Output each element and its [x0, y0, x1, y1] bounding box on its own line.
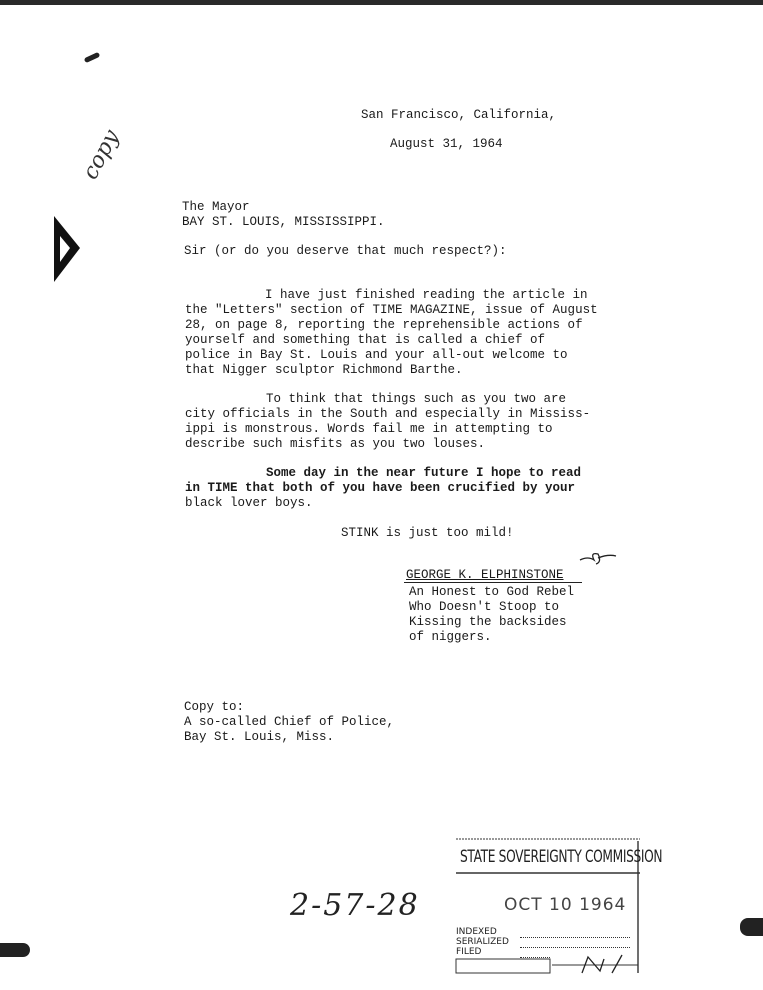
body-line: that Nigger sculptor Richmond Barthe. — [185, 363, 463, 377]
header-location: San Francisco, California, — [361, 108, 557, 122]
stamp-title: STATE SOVEREIGNTY COMMISSION — [460, 847, 663, 867]
body-line: To think that things such as you two are — [266, 392, 567, 406]
stamp-label-filed: FILED — [456, 947, 482, 957]
margin-note-copy: copy — [78, 126, 125, 184]
scan-mark — [84, 52, 101, 63]
signature-scribble-icon — [578, 548, 618, 568]
stamp-label-serialized: SERIALIZED — [456, 937, 509, 947]
stamp-label-indexed: INDEXED — [456, 927, 497, 937]
salutation: Sir (or do you deserve that much respect?): — [184, 244, 507, 258]
cc-line3: Bay St. Louis, Miss. — [184, 730, 335, 744]
file-number: 2-57-28 — [290, 888, 420, 923]
scan-mark — [0, 943, 30, 957]
stamp-dotted-line — [520, 947, 630, 948]
scan-mark — [740, 918, 763, 936]
body-line: in TIME that both of you have been crucified by your — [185, 481, 576, 495]
signature-name: GEORGE K. ELPHINSTONE — [406, 568, 564, 582]
stamp-dotted-line — [520, 957, 550, 958]
signature-rule — [404, 582, 582, 583]
body-line: yourself and something that is called a chief of — [185, 333, 546, 347]
body-line: Some day in the near future I hope to read — [266, 466, 582, 480]
signature-line: Kissing the backsides — [409, 615, 567, 629]
body-line: city officials in the South and especially in Mississ- — [185, 407, 591, 421]
scan-top-edge — [0, 0, 763, 5]
body-line: ippi is monstrous. Words fail me in attempting to — [185, 422, 553, 436]
header-date: August 31, 1964 — [390, 137, 503, 151]
commission-stamp — [452, 833, 663, 978]
signature-line: An Honest to God Rebel — [409, 585, 575, 599]
signature-line: Who Doesn't Stoop to — [409, 600, 560, 614]
body-line: police in Bay St. Louis and your all-out welcome to — [185, 348, 568, 362]
stamp-date: OCT 10 1964 — [504, 895, 627, 915]
body-line: describe such misfits as you two louses. — [185, 437, 486, 451]
cc-line1: Copy to: — [184, 700, 245, 714]
body-line: the "Letters" section of TIME MAGAZINE, issue of August — [185, 303, 598, 317]
body-line: I have just finished reading the article in — [265, 288, 588, 302]
addressee-line2: BAY ST. LOUIS, MISSISSIPPI. — [182, 215, 385, 229]
stamp-dotted-line — [520, 937, 630, 938]
body-line: 28, on page 8, reporting the reprehensible actions of — [185, 318, 583, 332]
signature-line: of niggers. — [409, 630, 492, 644]
body-line: black lover boys. — [185, 496, 313, 510]
cc-line2: A so-called Chief of Police, — [184, 715, 395, 729]
addressee-line1: The Mayor — [182, 200, 250, 214]
triangle-mark-icon — [52, 214, 82, 284]
closing-line: STINK is just too mild! — [341, 526, 514, 540]
